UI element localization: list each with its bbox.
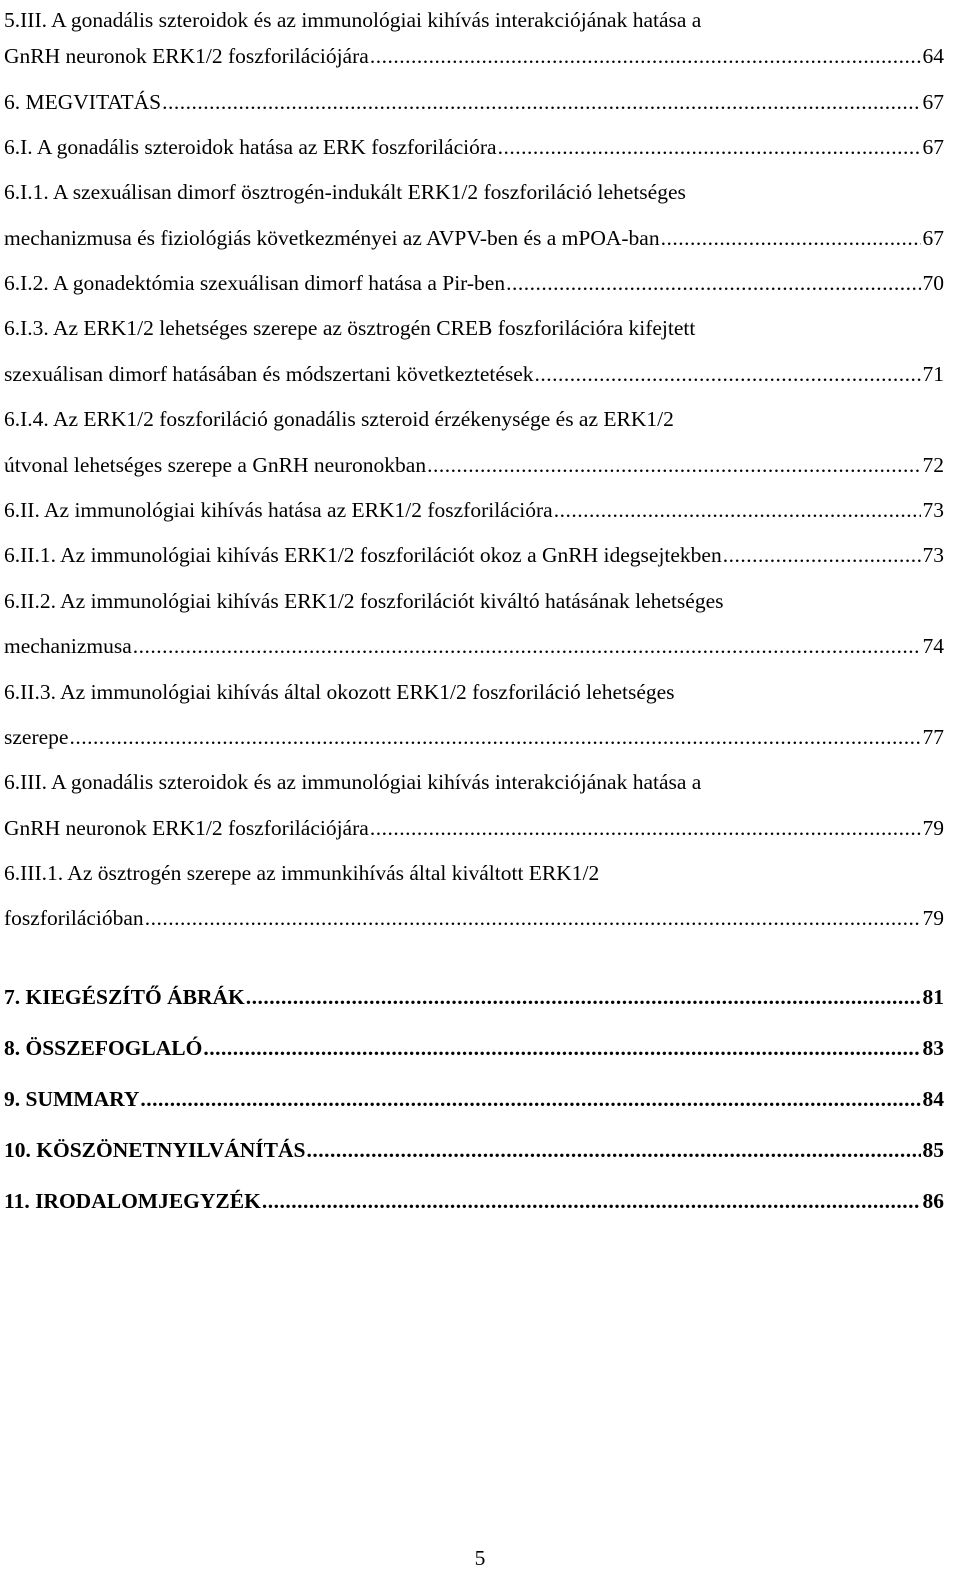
dot-leader: [162, 82, 920, 122]
dot-leader: [69, 717, 920, 757]
dot-leader: [262, 1181, 921, 1221]
toc-entry[interactable]: [4, 1181, 944, 1221]
dot-leader: [370, 808, 921, 848]
toc-entry-title: 8. ÖSSZEFOGLALÓ: [4, 1036, 203, 1060]
toc-page-number: 71: [922, 362, 944, 386]
toc-page-number: 83: [922, 1036, 944, 1060]
toc-entry-title: 6.III.1. Az ösztrogén szerepe az immunkihívás által kiváltott ERK1/2: [4, 861, 600, 885]
dot-leader: [535, 354, 921, 394]
dot-leader: [203, 1028, 920, 1068]
toc-page-number: 73: [922, 498, 944, 522]
toc-entry-title: 6.II.1. Az immunológiai kihívás ERK1/2 foszforilációt okoz a GnRH idegsejtekben: [4, 543, 722, 567]
toc-entry-title: 9. SUMMARY: [4, 1087, 140, 1111]
toc-page-number: 67: [922, 226, 944, 250]
toc-entry[interactable]: [4, 218, 944, 258]
toc-entry[interactable]: [4, 263, 944, 303]
toc-entry-title: útvonal lehetséges szerepe a GnRH neuronokban: [4, 453, 427, 477]
dot-leader: [370, 36, 921, 76]
toc-entry-title: szexuálisan dimorf hatásában és módszertani következtetések: [4, 362, 534, 386]
toc-entry[interactable]: [4, 853, 944, 893]
toc-entry[interactable]: [4, 672, 944, 712]
dot-leader: [554, 490, 921, 530]
dot-leader: [498, 127, 921, 167]
toc-entry-title: mechanizmusa és fiziológiás következményei az AVPV-ben és a mPOA-ban: [4, 226, 660, 250]
toc-page-number: 67: [922, 90, 944, 114]
toc-entry[interactable]: [4, 308, 944, 348]
toc-entry-title: 6.I.4. Az ERK1/2 foszforiláció gonadális szteroid érzékenysége és az ERK1/2: [4, 407, 674, 431]
toc-page-number: 64: [922, 44, 944, 68]
dot-leader: [246, 977, 921, 1017]
toc-page-number: 79: [922, 816, 944, 840]
dot-leader: [133, 626, 921, 666]
toc-page-number: 81: [922, 985, 944, 1009]
toc-entry-title: 6.III. A gonadális szteroidok és az immunológiai kihívás interakciójának hatása a: [4, 770, 702, 794]
toc-entry[interactable]: [4, 898, 944, 938]
dot-leader: [661, 218, 921, 258]
toc-entry-title: 5.III. A gonadális szteroidok és az immunológiai kihívás interakciójának hatása a: [4, 8, 702, 32]
toc-entry[interactable]: [4, 399, 944, 439]
toc-entry-title: szerepe: [4, 725, 69, 749]
toc-entry[interactable]: [4, 626, 944, 666]
toc-entry-title: GnRH neuronok ERK1/2 foszforilációjára: [4, 816, 369, 840]
toc-page-number: 67: [922, 135, 944, 159]
dot-leader: [506, 263, 920, 303]
toc-entry[interactable]: [4, 535, 944, 575]
toc-entry[interactable]: [4, 1130, 944, 1170]
toc-page-number: 73: [922, 543, 944, 567]
toc-page-number: 77: [922, 725, 944, 749]
toc-page-number: 85: [922, 1138, 944, 1162]
toc-entry-title: 7. KIEGÉSZÍTŐ ÁBRÁK: [4, 985, 245, 1009]
toc-entry[interactable]: [4, 445, 944, 485]
toc-entry-title: foszforilációban: [4, 906, 144, 930]
dot-leader: [140, 1079, 920, 1119]
toc-entry-title: 10. KÖSZÖNETNYILVÁNÍTÁS: [4, 1138, 306, 1162]
toc-entry[interactable]: [4, 490, 944, 530]
toc-entry-title: 6.I. A gonadális szteroidok hatása az ERK foszforilációra: [4, 135, 497, 159]
toc-page-number: 72: [922, 453, 944, 477]
toc-entry-title: 11. IRODALOMJEGYZÉK: [4, 1189, 261, 1213]
toc-entry[interactable]: [4, 82, 944, 122]
dot-leader: [306, 1130, 920, 1170]
toc-entry[interactable]: [4, 172, 944, 212]
toc-entry-title: 6.II.2. Az immunológiai kihívás ERK1/2 foszforilációt kiváltó hatásának lehetséges: [4, 589, 724, 613]
dot-leader: [427, 445, 920, 485]
toc-page-number: 74: [922, 634, 944, 658]
toc-page-number: 79: [922, 906, 944, 930]
page-number: 5: [474, 1546, 486, 1570]
toc-entry-title: 6.I.3. Az ERK1/2 lehetséges szerepe az ösztrogén CREB foszforilációra kifejtett: [4, 316, 696, 340]
dot-leader: [145, 898, 921, 938]
toc-entry-title: 6.I.1. A szexuálisan dimorf ösztrogén-indukált ERK1/2 foszforiláció lehetséges: [4, 180, 686, 204]
toc-entry[interactable]: [4, 808, 944, 848]
toc-entry[interactable]: [4, 977, 944, 1017]
dot-leader: [723, 535, 921, 575]
toc-entry[interactable]: [4, 127, 944, 167]
toc-entry[interactable]: [4, 36, 944, 76]
toc-entry[interactable]: [4, 0, 944, 40]
toc-entry[interactable]: [4, 1028, 944, 1068]
toc-entry[interactable]: [4, 354, 944, 394]
toc-entry-title: 6.II. Az immunológiai kihívás hatása az ERK1/2 foszforilációra: [4, 498, 553, 522]
toc-page-number: 70: [922, 271, 944, 295]
toc-entry[interactable]: [4, 762, 944, 802]
toc-entry[interactable]: [4, 717, 944, 757]
toc-entry-title: mechanizmusa: [4, 634, 132, 658]
toc-entry-title: 6.II.3. Az immunológiai kihívás által okozott ERK1/2 foszforiláció lehetséges: [4, 680, 675, 704]
toc-entry-title: 6.I.2. A gonadektómia szexuálisan dimorf hatása a Pir-ben: [4, 271, 506, 295]
toc-entry[interactable]: [4, 581, 944, 621]
toc-page-number: 86: [922, 1189, 944, 1213]
toc-entry-title: 6. MEGVITATÁS: [4, 90, 162, 114]
toc-page-number: 84: [922, 1087, 944, 1111]
toc-entry[interactable]: [4, 1079, 944, 1119]
toc-entry-title: GnRH neuronok ERK1/2 foszforilációjára: [4, 44, 369, 68]
